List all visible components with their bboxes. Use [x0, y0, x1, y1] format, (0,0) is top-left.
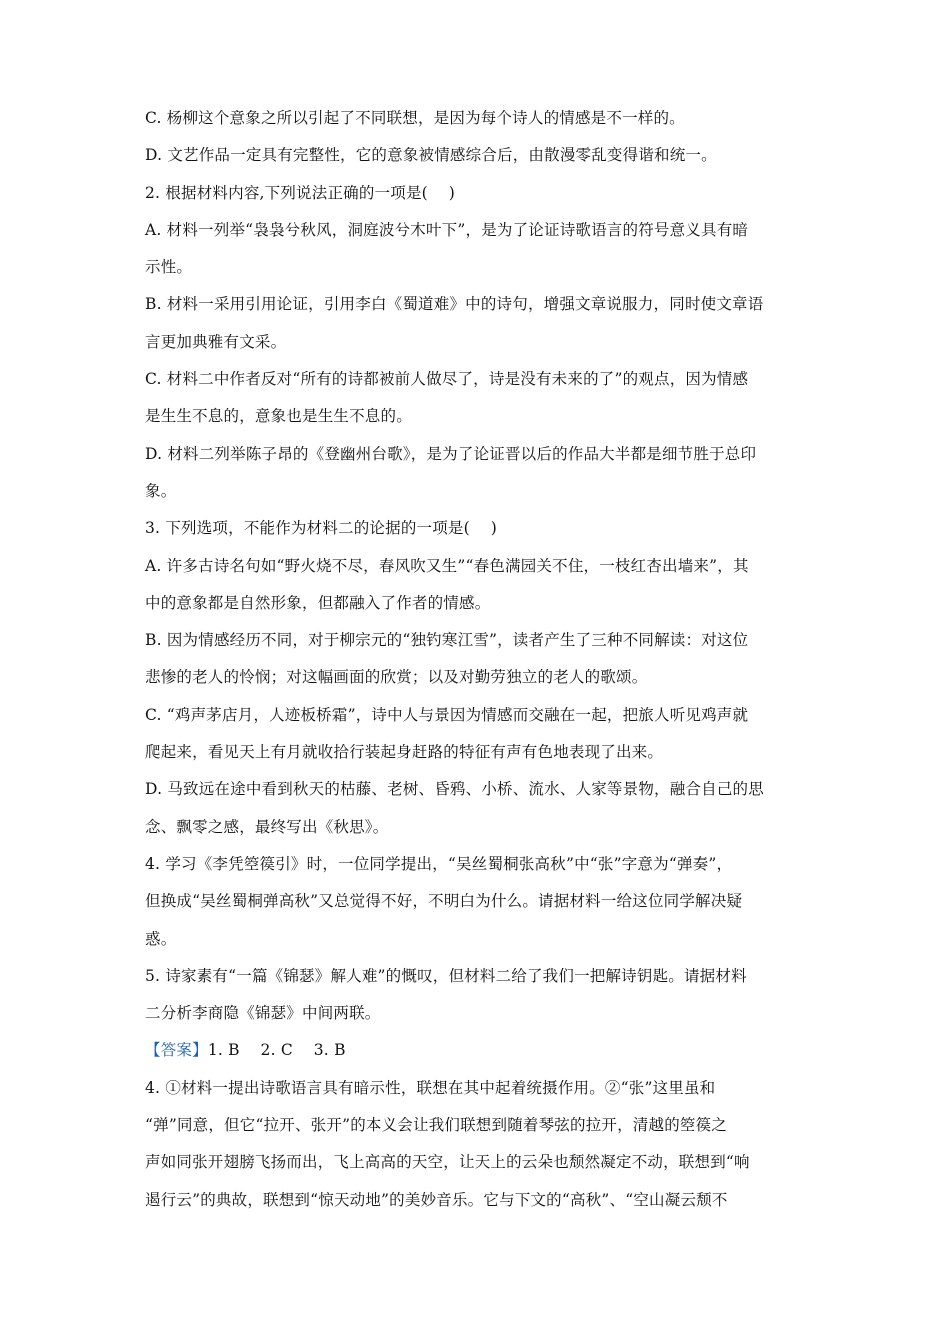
answer-tag: 【答案】 [145, 1041, 208, 1060]
text-line: 悲惨的老人的怜悯；对这幅画面的欣赏；以及对勤劳独立的老人的歌颂。 [145, 668, 648, 687]
text-line: 示性。 [145, 258, 193, 277]
question-line: 2. 根据材料内容,下列说法正确的一项是( ) [145, 183, 455, 202]
text-line: D. 文艺作品一定具有完整性，它的意象被情感综合后，由散漫零乱变得谐和统一。 [145, 146, 717, 165]
text-line: “弹”同意，但它“拉开、张开”的本义会让我们联想到随着琴弦的拉开，清越的箜篌之 [145, 1116, 727, 1135]
document-page [145, 108, 810, 1227]
text-line: C. “鸡声茅店月，人迹板桥霜”，诗中人与景因为情感而交融在一起，把旅人听见鸡声就 [145, 705, 749, 724]
question-line: 3. 下列选项，不能作为材料二的论据的一项是( ) [145, 519, 497, 538]
text-line: 二分析李商隐《锦瑟》中间两联。 [145, 1004, 381, 1023]
text-line: 念、飘零之感，最终写出《秋思》。 [145, 817, 389, 836]
answer-text: 1. B 2. C 3. B [207, 1041, 346, 1060]
text-line: A. 材料一列举“袅袅兮秋风，洞庭波兮木叶下”，是为了论证诗歌语言的符号意义具有暗 [145, 220, 749, 239]
text-line: 是生生不息的，意象也是生生不息的。 [145, 407, 412, 426]
text-line: B. 因为情感经历不同，对于柳宗元的“独钓寒江雪”，读者产生了三种不同解读：对这位 [145, 631, 749, 650]
text-line: 惑。 [145, 929, 177, 948]
text-line: 但换成“吴丝蜀桐弹高秋”又总觉得不好，不明白为什么。请据材料一给这位同学解决疑 [145, 892, 743, 911]
text-line: D. 马致远在途中看到秋天的枯藤、老树、昏鸦、小桥、流水、人家等景物，融合自己的思 [145, 780, 764, 799]
text-line: 4. ①材料一提出诗歌语言具有暗示性，联想在其中起着统摄作用。②“张”这里虽和 [145, 1078, 716, 1097]
question-line: 4. 学习《李凭箜篌引》时，一位同学提出，“吴丝蜀桐张高秋”中“张”字意为“弹奏”， [145, 854, 733, 873]
text-line: 遏行云”的典故，联想到“惊天动地”的美妙音乐。它与下文的“高秋”、“空山凝云颓不 [145, 1190, 728, 1209]
text-line: B. 材料一采用引用论证，引用李白《蜀道难》中的诗句，增强文章说服力，同时使文章语 [145, 295, 764, 314]
text-line: 中的意象都是自然形象，但都融入了作者的情感。 [145, 593, 491, 612]
text-line: 言更加典雅有文采。 [145, 332, 287, 351]
text-line: 象。 [145, 481, 177, 500]
text-line: C. 材料二中作者反对“所有的诗都被前人做尽了，诗是没有未来的了”的观点，因为情感 [145, 370, 749, 389]
question-line: 5. 诗家素有“一篇《锦瑟》解人难”的慨叹，但材料二给了我们一把解诗钥匙。请据材料 [145, 966, 747, 985]
text-line: 爬起来，看见天上有月就收拾行装起身赶路的特征有声有色地表现了出来。 [145, 743, 664, 762]
text-line: 声如同张开翅膀飞扬而出，飞上高高的天空，让天上的云朵也颓然凝定不动，联想到“响 [145, 1153, 750, 1172]
text-line: D. 材料二列举陈子昂的《登幽州台歌》，是为了论证晋以后的作品大半都是细节胜于总印 [145, 444, 757, 463]
text-line: C. 杨柳这个意象之所以引起了不同联想，是因为每个诗人的情感是不一样的。 [145, 109, 685, 127]
text-line: A. 许多古诗名句如“野火烧不尽，春风吹又生”“春色满园关不住，一枝红杏出墙来”，其 [145, 556, 749, 575]
answer-line [145, 1040, 810, 1060]
